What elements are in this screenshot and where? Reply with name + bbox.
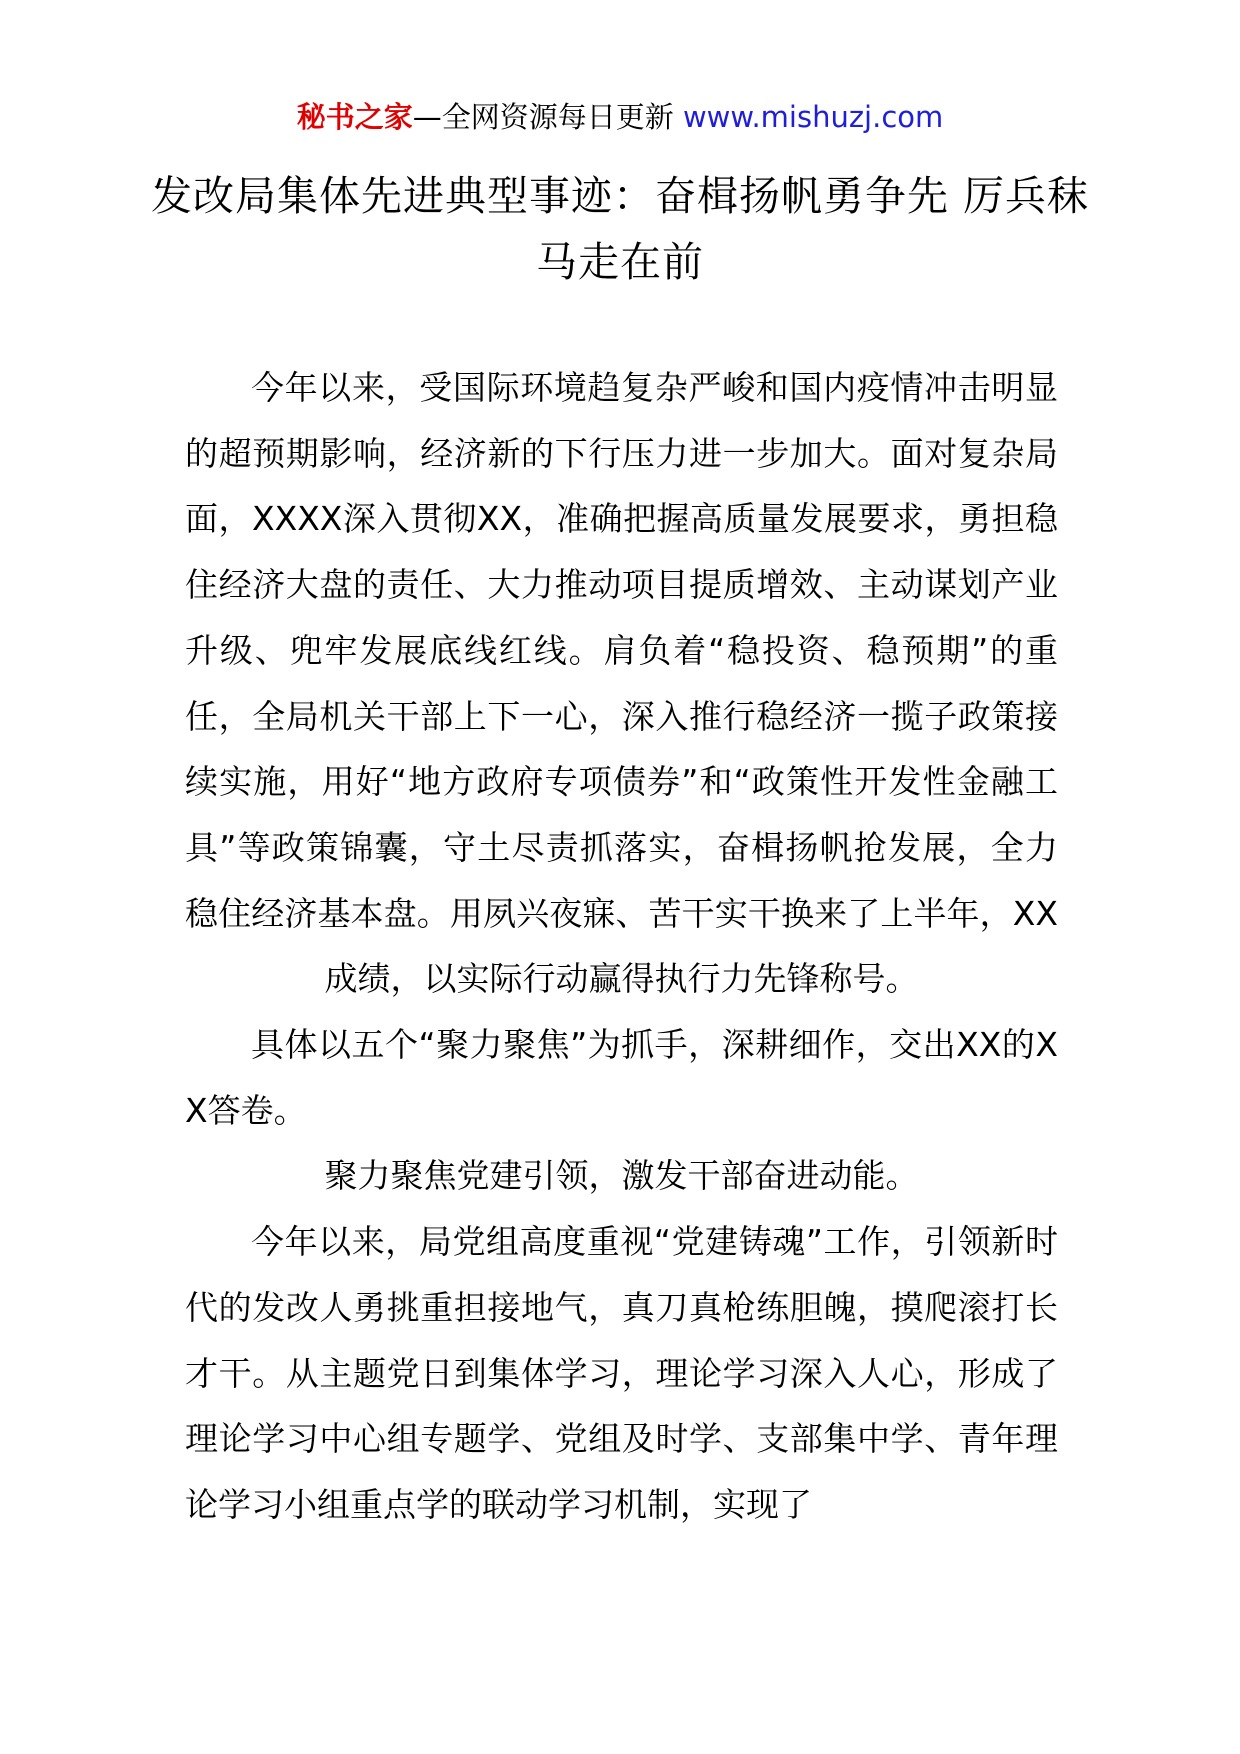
site-url-link[interactable]: www.mishuzj.com [682, 100, 944, 134]
section-heading: 聚力聚焦党建引领，激发干部奋进动能。 [324, 1156, 919, 1196]
intro-paragraph: 今年以来，受国际环境趋复杂严峻和国内疫情冲击明显的超预期影响，经济新的下行压力进一步加大。面对复杂局面，XXXX深入贯彻XX，准确把握高质量发展要求，勇担稳住经济大盘的责任、大力推动项目提质增效、主动谋划产业升级、兜牢发展底线红线。肩负着“稳投资、稳预期”的重任，全局机关干部上下一心，深入推行稳经济一揽子政策接续实施，用好“地方政府专项债券”和“政策性开发性金融工具”等政策锦囊，守土尽责抓落实，奋楫扬帆抢发展，全力稳住经济基本盘。用夙兴夜寐、苦干实干换来了上半年，XX成绩，以实际行动赢得执行力先锋称号。 [185, 368, 1058, 999]
site-header [0, 97, 1240, 137]
brand-name: 秘书之家 [296, 100, 413, 134]
section-paragraph: 今年以来，局党组高度重视“党建铸魂”工作，引领新时代的发改人勇挑重担接地气，真刀真枪练胆魄，摸爬滚打长才干。从主题党日到集体学习，理论学习深入人心，形成了理论学习中心组专题学、党组及时学、支部集中学、青年理论学习小组重点学的联动学习机制，实现了 [185, 1222, 1058, 1524]
document-title: 发改局集体先进典型事迹：奋楫扬帆勇争先 厉兵秣马走在前 [150, 172, 1090, 286]
summary-paragraph: 具体以五个“聚力聚焦”为抓手，深耕细作，交出XX的XX答卷。 [185, 1025, 1058, 1130]
document-body [185, 355, 1058, 1538]
header-tagline: —全网资源每日更新 [412, 100, 674, 134]
